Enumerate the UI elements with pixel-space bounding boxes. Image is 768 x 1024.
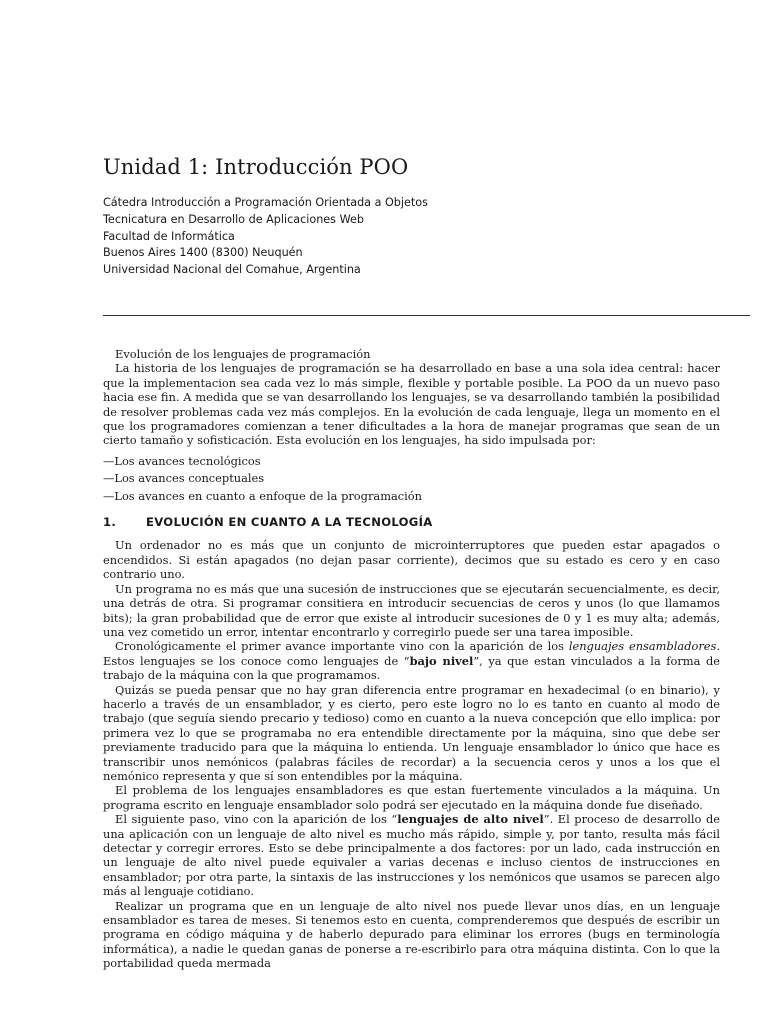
affiliation-line: Tecnicatura en Desarrollo de Aplicaciones Web xyxy=(103,212,364,226)
text-run: Cronológicamente el primer avance importante vino con la aparición de los xyxy=(115,639,569,654)
list-item: —Los avances tecnológicos xyxy=(103,453,261,468)
emphasis-text: lenguajes ensambladores xyxy=(568,639,717,654)
paragraph xyxy=(103,639,720,682)
paragraph: Realizar un programa que en un lenguaje de alto nivel nos puede llevar unos días, en un lenguaje ensamblador es tarea de meses. Si tenemos esto en cuenta, comprenderemos que después de escribir un programa en código máquina y de haberlo depurado para eliminar los errores (bugs en terminología informática), a nadie le quedan ganas de ponerse a re-escribirlo para otra máquina distinta. Con lo que la portabilidad queda mermada xyxy=(103,898,720,971)
paragraph xyxy=(103,812,720,898)
document-title: Unidad 1: Introducción POO xyxy=(103,155,409,179)
text-run: . Estos lenguajes se los conoce como lenguajes de “ xyxy=(103,639,720,668)
bold-text: lenguajes de alto nivel xyxy=(397,812,544,827)
horizontal-rule xyxy=(103,315,750,316)
affiliation-line: Buenos Aires 1400 (8300) Neuquén xyxy=(103,246,303,260)
text-run: El siguiente paso, vino con la aparición de los “ xyxy=(115,812,398,827)
affiliation-line: Facultad de Informática xyxy=(103,229,235,243)
paragraph: El problema de los lenguajes ensambladores es que estan fuertemente vinculados a la máquina. Un programa escrito en lenguaje ensamblador solo podrá ser ejecutado en la máquina donde fue diseñado. xyxy=(103,783,720,812)
section-heading xyxy=(103,515,720,529)
intro-paragraph: La historia de los lenguajes de programación se ha desarrollado en base a una sola idea central: hacer que la implementacion sea cada vez lo más simple, flexible y portable posible. La POO da un nuevo paso hacia ese fin. A medida que se van desarrollando los lenguajes, se va desarrollando también la posibilidad de resolver problemas cada vez más complejos. En la evolución de cada lenguaje, llega un momento en el que los programadores comienzan a tener dificultades a la hora de manejar programas que sean de un cierto tamaño y sofisticación. Esta evolución en los lenguajes, ha sido impulsada por: xyxy=(103,361,720,448)
text-run: ”, ya que estan vinculados a la forma de trabajo de la máquina con la que programamos. xyxy=(103,653,720,683)
section-number: 1. xyxy=(103,515,117,530)
section-title: EVOLUCIÓN EN CUANTO A LA TECNOLOGÍA xyxy=(146,515,433,530)
text-run: ”. El proceso de desarrollo de una aplicación con un lenguaje de alto nivel es mucho más rápido, simple y, por tanto, resulta más fácil detectar y corregir errores. Esto se debe principalmente a dos factores: por un lado, cada instrucción en un lenguaje de alto nivel puede equivaler a varias decenas e incluso cientos de instrucciones en ensamblador; por otra parte, la sintaxis de las instrucciones y los nemónicos que usamos se parecen algo más al lenguaje cotidiano. xyxy=(103,812,720,899)
paragraph: Un programa no es más que una sucesión de instrucciones que se ejecutarán secuencialmente, es decir, una detrás de otra. Si programar consitiera en introducir secuencias de ceros y unos (lo que llamamos bits); la gran probabilidad que de error que existe al introducir sucesiones de 0 y 1 es muy alta; además, una vez cometido un error, intentar encontrarlo y corregirlo puede ser una tarea imposible. xyxy=(103,581,720,639)
paragraph: Quizás se pueda pensar que no hay gran diferencia entre programar en hexadecimal (o en binario), y hacerlo a través de un ensamblador, y es cierto, pero este logro no lo es tanto en cuanto al modo de trabajo (que seguía siendo precario y tedioso) como en cuanto a la nueva concepción que ello implica: por primera vez lo que se programaba no era entendible directamente por la máquina, sino que debe ser previamente traducido para que la máquina lo entienda. Un lenguaje ensamblador lo único que hace es transcribir unos nemónicos (palabras fáciles de recordar) a la secuencia ceros y unos a los que el nemónico representa y que sí son entendibles por la máquina. xyxy=(103,682,720,783)
intro-heading: Evolución de los lenguajes de programación xyxy=(115,347,371,361)
bullet-list xyxy=(103,454,720,503)
list-item: —Los avances en cuanto a enfoque de la programación xyxy=(103,488,423,503)
affiliation-block xyxy=(103,195,428,279)
list-item: —Los avances conceptuales xyxy=(103,471,265,486)
document-body xyxy=(103,347,720,971)
affiliation-line: Cátedra Introducción a Programación Orientada a Objetos xyxy=(103,196,428,209)
paragraph: Un ordenador no es más que un conjunto de microinterruptores que pueden estar apagados o encendidos. Si están apagados (no dejan pasar corriente), decimos que su estado es cero y en caso contrario uno. xyxy=(103,538,720,582)
bold-text: bajo nivel xyxy=(409,653,474,668)
affiliation-line: Universidad Nacional del Comahue, Argentina xyxy=(103,263,361,277)
